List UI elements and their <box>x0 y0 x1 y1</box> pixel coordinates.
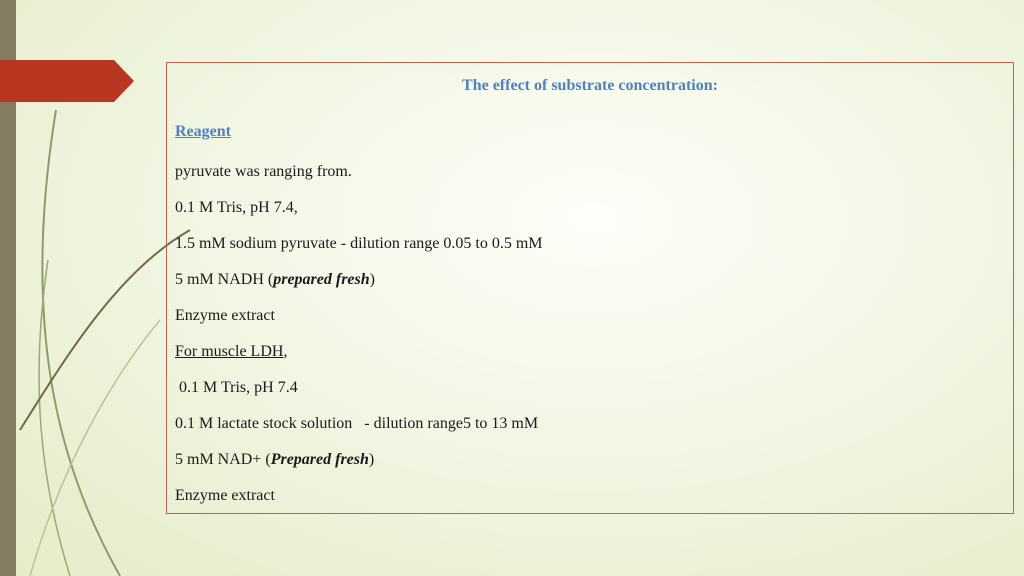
text-fragment: , <box>283 343 288 360</box>
text-line: 1.5 mM sodium pyruvate - dilution range 0.05 to 0.5 mM <box>175 235 543 252</box>
text-line: 0.1 M Tris, pH 7.4 <box>175 379 298 396</box>
text-line: 0.1 M lactate stock solution - dilution range5 to 13 mM <box>175 415 539 432</box>
text-fragment: ) <box>369 271 375 288</box>
text-line: pyruvate was ranging from. <box>175 163 352 180</box>
emphasis-text: prepared fresh <box>273 271 370 288</box>
text-line: Enzyme extract <box>175 307 275 324</box>
content-box <box>166 62 1014 514</box>
text-line <box>175 343 287 361</box>
slide-title: The effect of substrate concentration: <box>462 77 718 94</box>
muscle-ldh-label: For muscle LDH <box>175 343 284 360</box>
text-line <box>175 271 375 289</box>
text-line <box>175 451 374 469</box>
text-fragment: 5 mM NAD+ ( <box>175 451 271 468</box>
emphasis-text: Prepared fresh <box>270 451 369 468</box>
reagent-heading: Reagent <box>175 123 231 140</box>
text-line: Enzyme extract <box>175 487 275 504</box>
text-line: 0.1 M Tris, pH 7.4, <box>175 199 298 216</box>
text-fragment: 5 mM NADH ( <box>175 271 274 288</box>
text-fragment: ) <box>368 451 375 468</box>
